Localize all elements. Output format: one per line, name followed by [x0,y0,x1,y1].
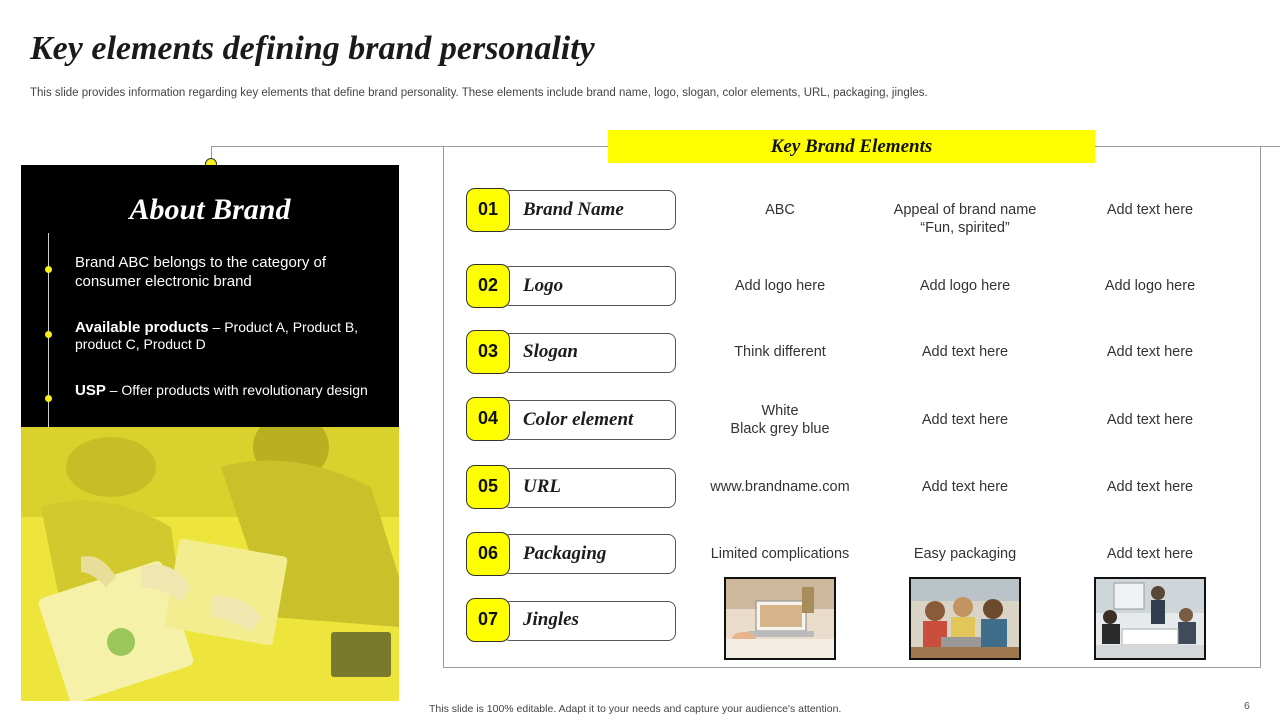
cell-packaging-1: Limited complications [710,546,850,562]
cell-brand-name-2: Appeal of brand name “Fun, spirited” [893,202,1037,236]
cell-brand-name-1: ABC [765,202,795,218]
meeting-photo-illustration [21,427,399,701]
number-badge-06: 06 [466,532,510,576]
label-color-element: Color element [523,409,634,430]
number-badge-04: 04 [466,397,510,441]
jingle-image-2 [909,577,1021,660]
jingle-image-1 [724,577,836,660]
cell-brand-name-3: Add text here [1106,202,1194,218]
number-badge-05: 05 [466,465,510,509]
about-brand-panel [21,165,399,701]
slide-title: Key elements defining brand personality [30,30,595,67]
cell-logo-1: Add logo here [734,278,826,294]
number-badge-01: 01 [466,188,510,232]
cell-logo-3: Add logo here [1104,278,1196,294]
slide-subtitle: This slide provides information regarding key elements that define brand personality. These elements include brand name, logo, slogan, color elements, URL, packaging, jingles. [30,87,928,99]
about-bullet-3-text: – Offer products with revolutionary design [105,382,368,398]
label-url: URL [523,476,561,497]
cell-logo-2: Add logo here [919,278,1011,294]
about-bullet-2-bold: Available products [75,319,209,336]
cell-slogan-1: Think different [734,344,826,360]
cell-url-1: www.brandname.com [710,479,850,495]
label-brand-name: Brand Name [523,199,624,220]
cell-color-element-3: Add text here [1106,412,1194,428]
number-badge-02: 02 [466,264,510,308]
meeting-photo [21,427,399,701]
label-packaging: Packaging [523,543,607,564]
laptop-photo-icon [726,579,834,658]
cell-packaging-2: Easy packaging [913,546,1017,562]
page-number: 6 [1244,700,1250,712]
bullet-dot [45,395,52,402]
bullet-dot [45,331,52,338]
about-bullet-3-bold: USP [75,382,106,399]
key-brand-elements-header: Key Brand Elements [608,130,1095,163]
cell-packaging-3: Add text here [1106,546,1194,562]
number-badge-03: 03 [466,330,510,374]
about-bullet-1 [75,253,375,291]
slide-footer-note: This slide is 100% editable. Adapt it to your needs and capture your audience's attention. [429,703,842,715]
label-jingles: Jingles [523,609,579,630]
jingle-image-3 [1094,577,1206,660]
about-bullet-3 [75,382,375,399]
label-slogan: Slogan [523,341,578,362]
about-bullet-1-text: Brand ABC belongs to the category of consumer electronic brand [75,254,326,290]
number-badge-07: 07 [466,598,510,642]
cell-slogan-2: Add text here [921,344,1009,360]
bullet-dot [45,266,52,273]
cell-color-element-2: Add text here [921,412,1009,428]
about-bullet-2 [75,319,375,353]
meeting-room-photo-icon [1096,579,1204,658]
label-logo: Logo [523,275,564,296]
cell-url-2: Add text here [921,479,1009,495]
about-brand-heading: About Brand [129,193,291,226]
cell-color-element-1: White Black grey blue [730,403,830,437]
about-bullet-2-text: – Product A, Product B, product C, Product D [75,319,359,352]
cell-slogan-3: Add text here [1106,344,1194,360]
team-photo-icon [911,579,1019,658]
cell-url-3: Add text here [1106,479,1194,495]
